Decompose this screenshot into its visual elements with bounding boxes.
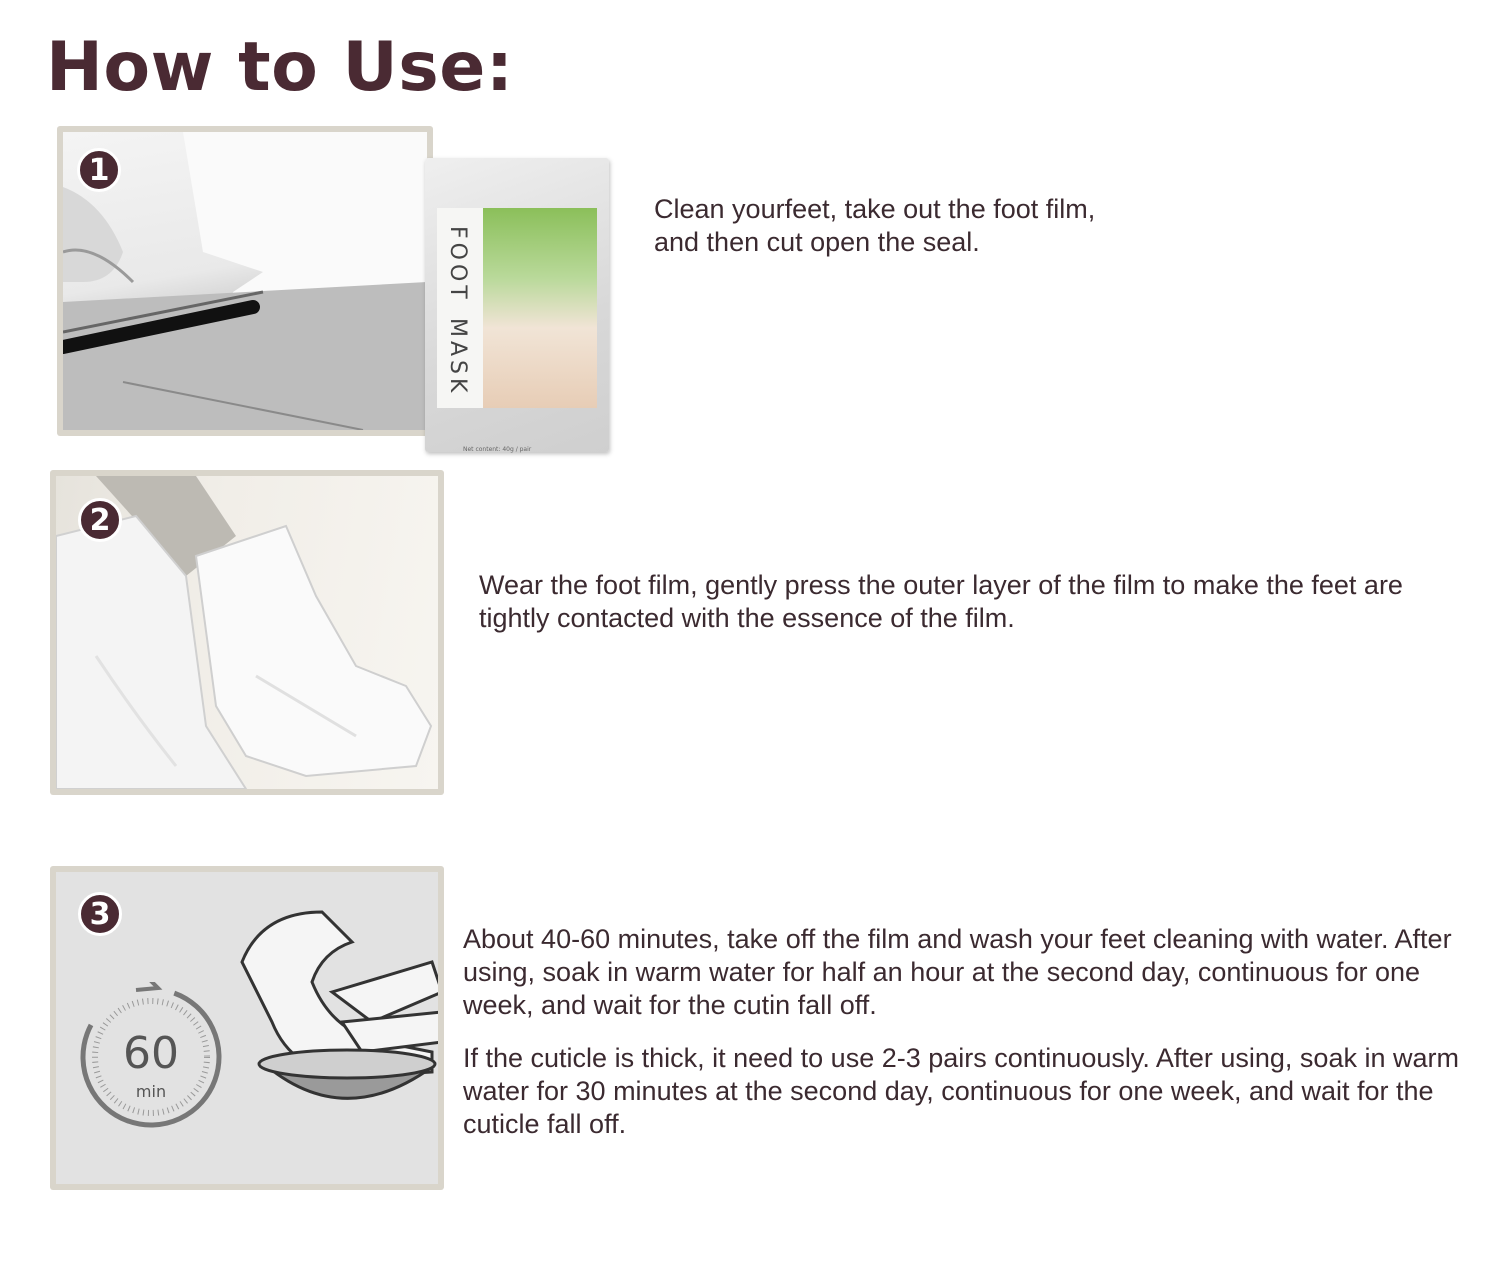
timer-icon <box>76 982 226 1132</box>
step-1-number-badge: 1 <box>77 148 121 192</box>
step-3-image-frame <box>50 866 444 1190</box>
page-title: How to Use: <box>46 28 514 107</box>
step-3-description <box>463 923 1493 1141</box>
step-3-illustration-panel <box>56 872 438 1184</box>
foot-mask-package <box>425 158 609 452</box>
feet-photo <box>483 208 597 408</box>
package-net-content: Net content: 40g / pair <box>463 446 532 453</box>
step-1-photo <box>63 132 427 430</box>
step-3-paragraph-2: If the cuticle is thick, it need to use 2-3 pairs continuously. After using, soak in warm water for 30 minutes at the second day, continuous for one week, and wait for the cuticle fall off. <box>463 1043 1459 1139</box>
step-1-line-2: and then cut open the seal. <box>654 227 980 257</box>
timer-unit: min <box>135 1082 167 1101</box>
step-3-paragraph-1: About 40-60 minutes, take off the film and wash your feet cleaning with water. After using, soak in warm water for half an hour at the second day, continuous for one week, and wait for the cutin fall off. <box>463 924 1452 1020</box>
step-2-number-badge: 2 <box>78 498 122 542</box>
step-3-number-badge: 3 <box>78 892 122 936</box>
package-label-mask: MASK <box>445 318 470 397</box>
timer-value: 60 <box>123 1028 179 1079</box>
step-1-description <box>654 193 1214 259</box>
step-1-image-frame <box>57 126 433 436</box>
foot-mask-package-face <box>437 208 597 453</box>
step-2-photo <box>56 476 438 789</box>
step-1-line-1: Clean yourfeet, take out the foot film, <box>654 194 1096 224</box>
foot-washing-illustration <box>232 902 438 1122</box>
step-2-description <box>479 569 1469 635</box>
package-label-foot: FOOT <box>445 226 470 303</box>
step-2-paragraph: Wear the foot film, gently press the outer layer of the film to make the feet are tightly contacted with the essence of the film. <box>479 570 1403 633</box>
step-2-image-frame <box>50 470 444 795</box>
